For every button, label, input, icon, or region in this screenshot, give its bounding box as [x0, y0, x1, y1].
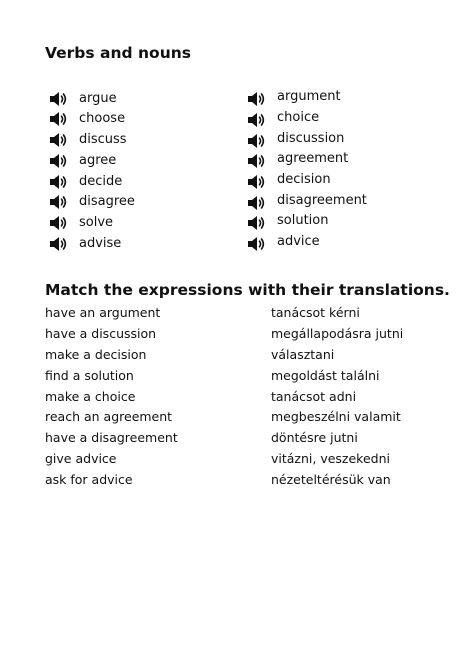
vocab-item [49, 89, 117, 109]
vocab-item [247, 213, 328, 233]
noun-word: choice [277, 110, 320, 125]
speaker-icon[interactable] [49, 235, 69, 253]
noun-word: advice [277, 234, 320, 249]
section-title-match: Match the expressions with their translations. [45, 281, 450, 299]
vocab-item [247, 193, 367, 213]
translation-item: tanácsot adni [271, 389, 357, 404]
noun-word: agreement [277, 151, 349, 166]
vocab-item [247, 172, 331, 192]
noun-word: discussion [277, 131, 345, 146]
verb-word: advise [79, 236, 122, 251]
noun-word: argument [277, 89, 341, 104]
speaker-icon[interactable] [49, 173, 69, 191]
vocab-item [49, 109, 125, 129]
expression-item: give advice [45, 451, 117, 466]
speaker-icon[interactable] [49, 110, 69, 128]
speaker-icon[interactable] [247, 214, 267, 232]
speaker-icon[interactable] [247, 111, 267, 129]
speaker-icon[interactable] [247, 235, 267, 253]
speaker-icon[interactable] [49, 152, 69, 170]
translation-item: választani [271, 347, 335, 362]
vocab-item [49, 192, 135, 212]
vocab-item [247, 89, 341, 109]
translation-item: tanácsot kérni [271, 305, 360, 320]
speaker-icon[interactable] [247, 90, 267, 108]
noun-word: disagreement [277, 193, 367, 208]
verb-word: decide [79, 174, 123, 189]
speaker-icon[interactable] [49, 90, 69, 108]
expression-item: have a discussion [45, 326, 157, 341]
speaker-icon[interactable] [247, 194, 267, 212]
verb-word: disagree [79, 194, 135, 209]
vocab-item [247, 131, 344, 151]
vocab-item [49, 213, 113, 233]
vocab-item [49, 172, 122, 192]
expression-item: ask for advice [45, 472, 133, 487]
translation-item: megbeszélni valamit [271, 409, 401, 424]
verb-word: argue [79, 91, 117, 106]
noun-word: solution [277, 213, 329, 228]
speaker-icon[interactable] [49, 193, 69, 211]
translation-item: vitázni, veszekedni [271, 451, 391, 466]
verb-word: solve [79, 215, 114, 230]
expression-item: have an argument [45, 305, 161, 320]
speaker-icon[interactable] [247, 173, 267, 191]
expression-item: make a decision [45, 347, 147, 362]
speaker-icon[interactable] [247, 132, 267, 150]
expression-item: have a disagreement [45, 430, 178, 445]
vocab-item [49, 130, 127, 150]
expression-item: find a solution [45, 368, 134, 383]
vocab-item [49, 151, 116, 171]
vocab-item [49, 234, 121, 254]
vocab-item [247, 110, 319, 130]
translation-item: megállapodásra jutni [271, 326, 404, 341]
expression-item: reach an agreement [45, 409, 173, 424]
section-title-verbs-nouns: Verbs and nouns [45, 44, 191, 62]
translation-item: döntésre jutni [271, 430, 358, 445]
verb-word: agree [79, 153, 117, 168]
vocab-item [247, 151, 348, 171]
speaker-icon[interactable] [49, 214, 69, 232]
verb-word: discuss [79, 132, 127, 147]
verb-word: choose [79, 111, 126, 126]
translation-item: megoldást találni [271, 368, 380, 383]
expression-item: make a choice [45, 389, 136, 404]
noun-word: decision [277, 172, 331, 187]
speaker-icon[interactable] [49, 131, 69, 149]
vocab-item [247, 234, 320, 254]
speaker-icon[interactable] [247, 152, 267, 170]
translation-item: nézeteltérésük van [271, 472, 391, 487]
